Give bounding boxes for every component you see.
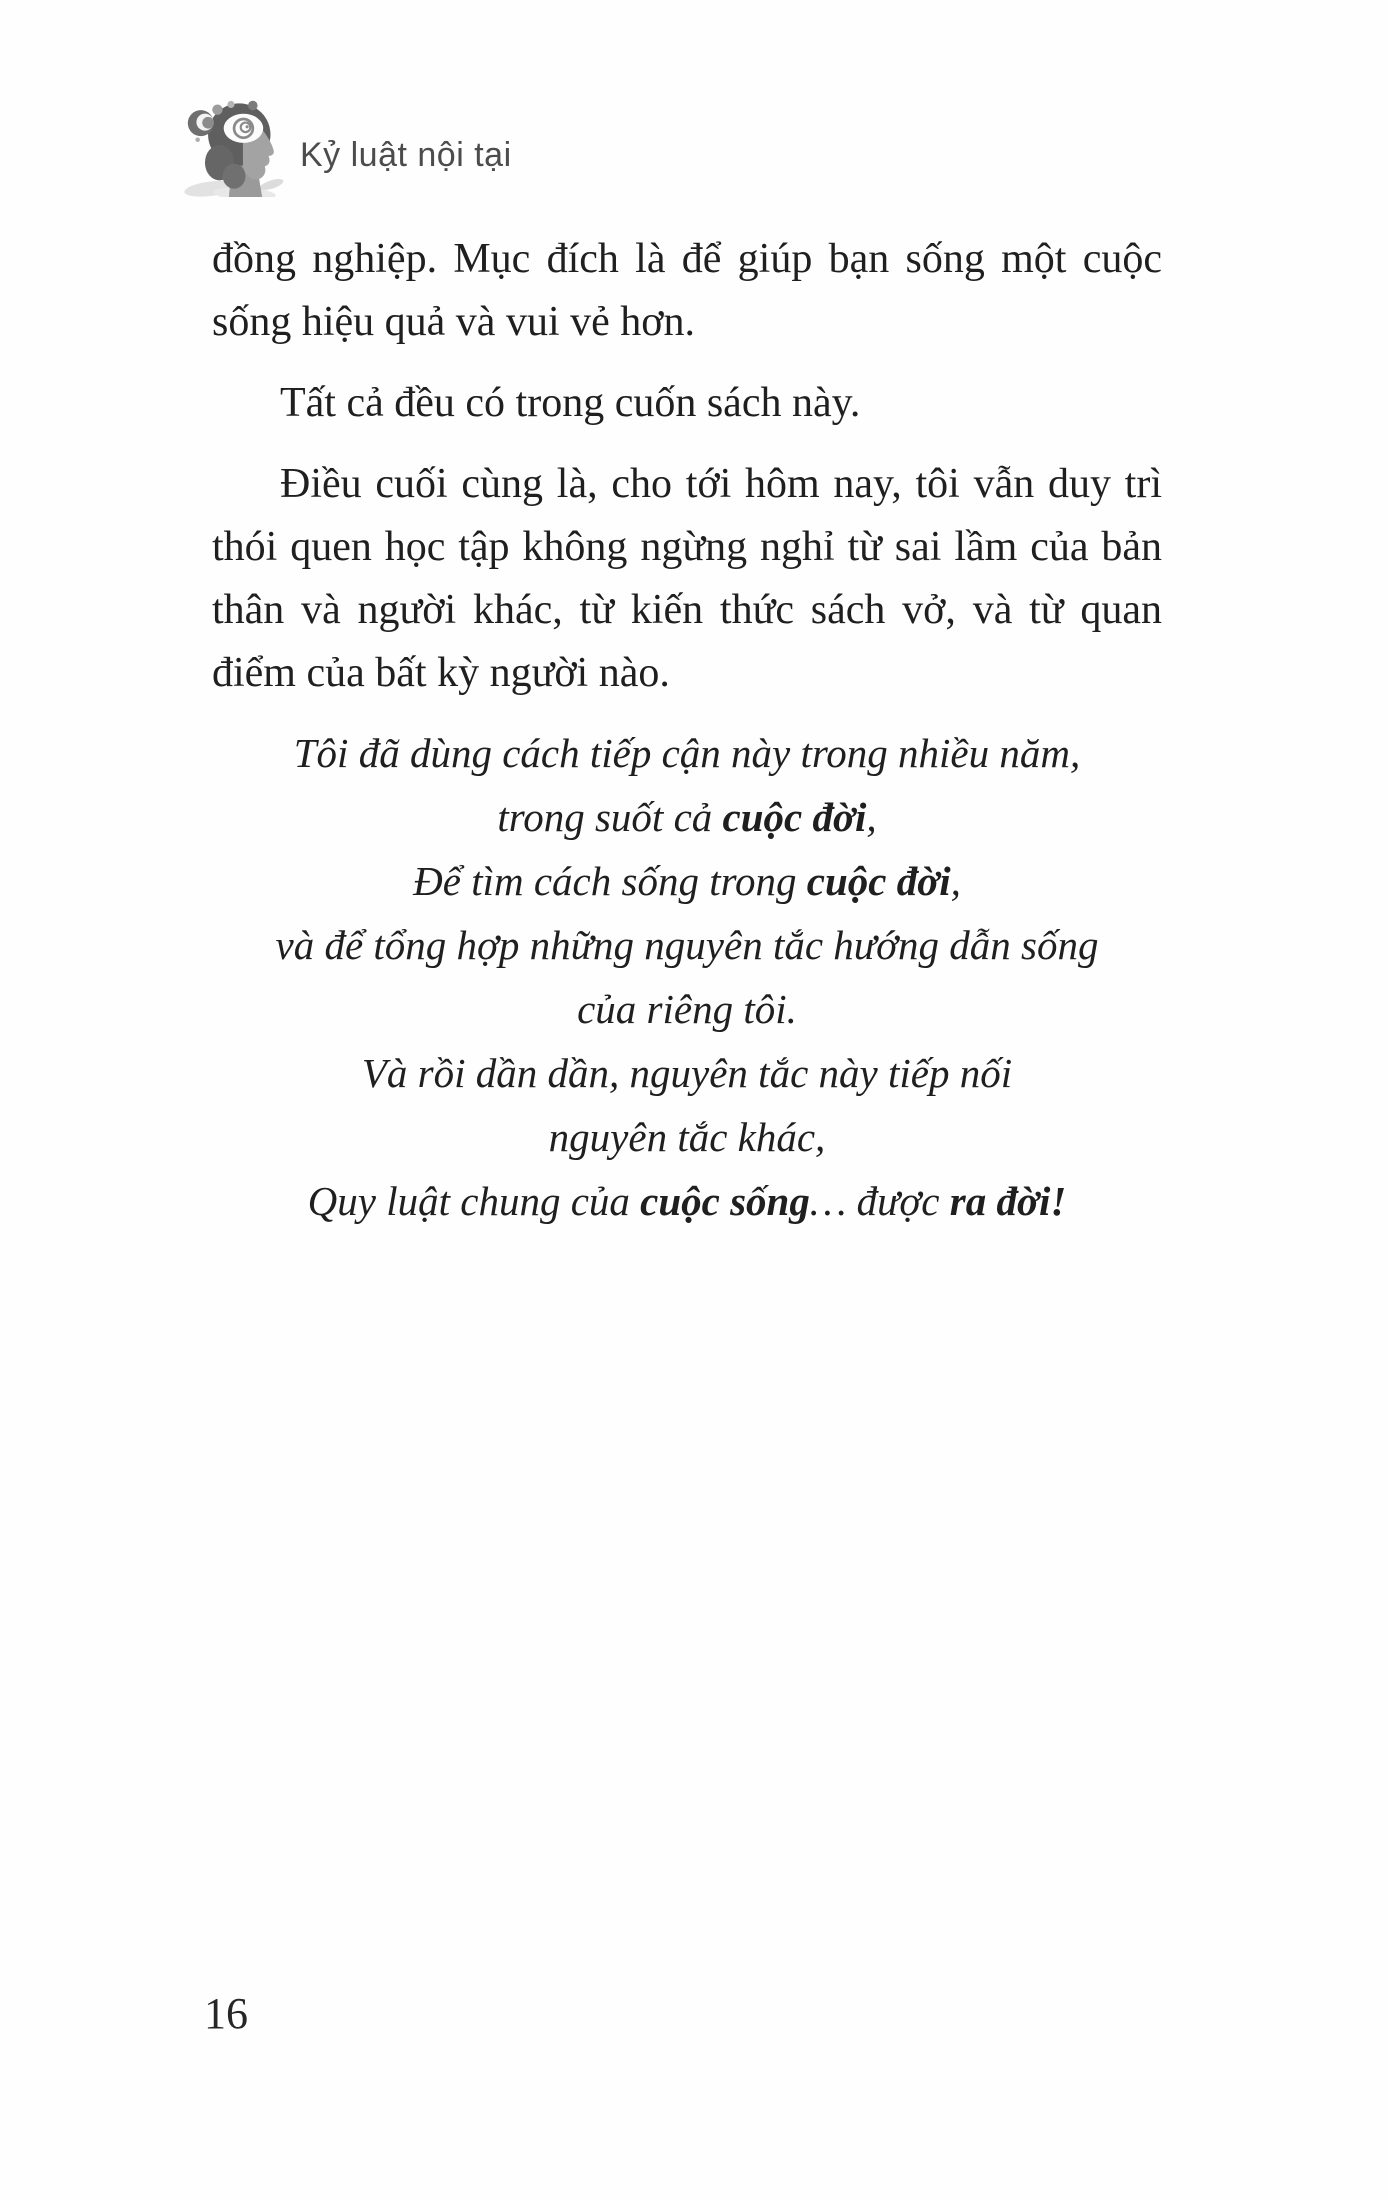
- poem-segment: … được: [809, 1178, 950, 1224]
- poem-segment: Và rồi dần dần, nguyên tắc này tiếp nối: [361, 1050, 1013, 1096]
- poem-segment-bold: cuộc đời: [722, 794, 867, 840]
- paragraph-1: đồng nghiệp. Mục đích là để giúp bạn sống một cuộc sống hiệu quả và vui vẻ hơn.: [212, 236, 1162, 345]
- poem-segment-bold: ra đời!: [949, 1178, 1067, 1224]
- page-number: 16: [204, 1989, 248, 2038]
- poem-line-8: [212, 1169, 1162, 1233]
- poem-segment: Tôi đã dùng cách tiếp cận này trong nhiều năm,: [293, 730, 1081, 776]
- poem-line-6: [212, 1041, 1162, 1105]
- poem-segment: Quy luật chung của: [307, 1178, 641, 1224]
- paragraph-3: Điều cuối cùng là, cho tới hôm nay, tôi vẫn duy trì thói quen học tập không ngừng nghỉ từ sai lầm của bản thân và người khác, từ kiến thức sách vở, và từ quan điểm của bất kỳ người nào.: [212, 461, 1162, 696]
- poem-line-4: [212, 913, 1162, 977]
- poem-segment-bold: cuộc đời: [806, 858, 951, 904]
- poem-segment: trong suốt cả: [497, 794, 723, 840]
- poem-line-7: [212, 1105, 1162, 1169]
- poem-segment: của riêng tôi.: [577, 986, 797, 1032]
- poem-segment-bold: cuộc sống: [640, 1178, 810, 1224]
- poem-segment: và để tổng hợp những nguyên tắc hướng dẫn sống: [275, 922, 1099, 968]
- poem-segment: ,: [950, 858, 961, 904]
- poem-block: [212, 721, 1162, 1233]
- woman-head-with-clock-and-moon-icon: [180, 93, 284, 197]
- poem-segment: nguyên tắc khác,: [548, 1114, 826, 1160]
- poem-line-2: [212, 785, 1162, 849]
- page-header: [180, 92, 512, 197]
- paragraph-2: Tất cả đều có trong cuốn sách này.: [280, 380, 861, 426]
- poem-segment: ,: [866, 794, 877, 840]
- poem-line-3: [212, 849, 1162, 913]
- poem-line-5: [212, 977, 1162, 1041]
- poem-segment: Để tìm cách sống trong: [413, 858, 807, 904]
- page-content: [212, 228, 1162, 1233]
- poem-line-1: [212, 721, 1162, 785]
- running-header-title: Kỷ luật nội tại: [300, 136, 512, 174]
